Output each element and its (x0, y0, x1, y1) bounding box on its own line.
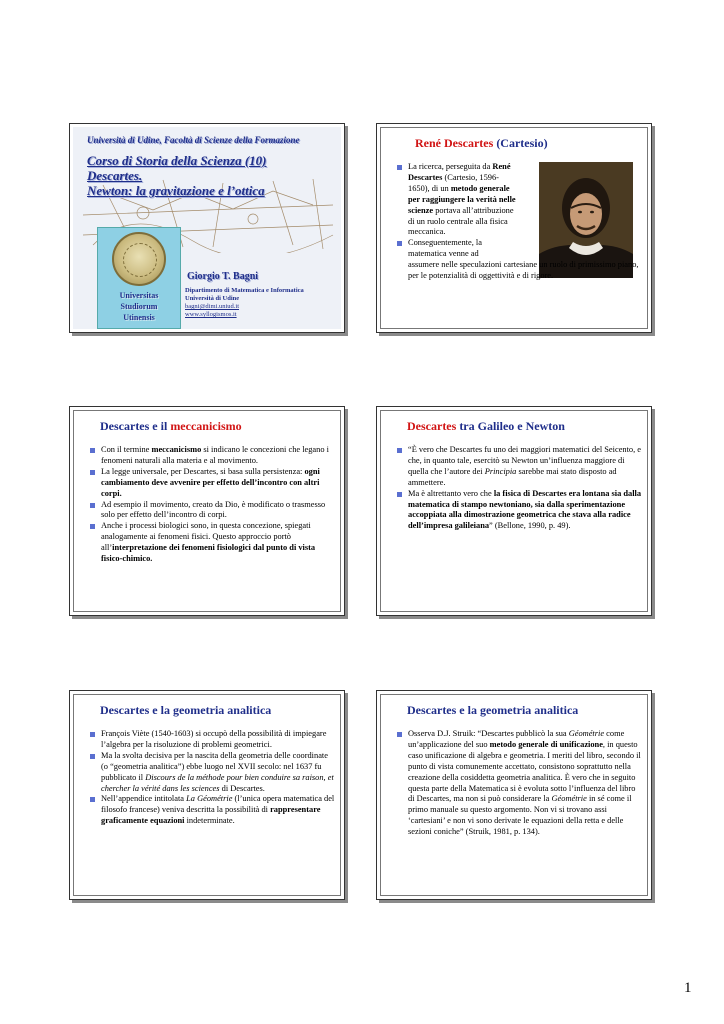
bold-text: metodo generale per raggiungere la verità nelle scienze (408, 183, 516, 215)
text: indeterminate. (184, 816, 235, 826)
bold-text: ogni cambiamento deve avvenire per effetto dell’incontro con altri corpi. (101, 466, 320, 498)
text: si indicano le concezioni che legano i fenomeni naturali alla materia e al movimento. (101, 445, 329, 465)
bold-text: René Descartes (408, 162, 511, 182)
slide-geometria-analitica-2 (376, 690, 652, 900)
list-item (397, 238, 643, 282)
bullet-list (397, 445, 643, 532)
bullet-icon (397, 241, 402, 246)
slide-galileo-newton (376, 406, 652, 616)
slide-title (407, 419, 565, 434)
italic-text: Géométrie (551, 794, 587, 804)
text: Ma è altrettanto vero che (408, 488, 494, 498)
seal-caption (98, 290, 180, 323)
bullet-icon (397, 448, 402, 453)
author-name: Giorgio T. Bagni (187, 271, 259, 282)
italic-text: La Géométrie (186, 794, 233, 804)
text: La legge universale, per Descartes, si basa sulla persistenza: (101, 466, 305, 476)
list-item (90, 467, 336, 500)
title-line: Descartes. (87, 168, 143, 183)
slide-title (69, 123, 345, 333)
slide-meccanicismo (69, 406, 345, 616)
university-header: Università di Udine, Facoltà di Scienze della Formazione (87, 135, 300, 145)
bullet-list (397, 162, 643, 282)
bullet-text (408, 238, 643, 280)
text: La ricerca, perseguita da (408, 162, 491, 171)
text: portava all’attribuzione di un ruolo centrale alla fisica meccanica. (408, 205, 514, 237)
text: (Cartesio, 1596-1650), di un (408, 172, 499, 193)
text: (l’unica opera matematica del filosofo francese) veniva descritta la possibilità di (101, 794, 335, 815)
title-line: Newton: la gravitazione e l’ottica (87, 183, 265, 198)
text: Osserva D.J. Struik: “Descartes pubblicò la sua (408, 729, 569, 738)
bullet-icon (90, 448, 95, 453)
seal-caption-line: Universitas (119, 291, 159, 300)
bold-text: la fisica di Descartes era lontana sia dalla matematica di stampo newtoniano, sia dalla sperimentazione accoppiata alla dimostrazione geometrica che stava alla radice dell’impresa galileiana (408, 488, 642, 531)
list-item (90, 794, 336, 827)
university-seal-box (97, 227, 181, 329)
text: “È vero che Descartes fu uno dei maggiori matematici del Seicento, e che, in quanto tale, esercitò su Newton un’influenza maggiore di quella che l’autore dei (408, 445, 642, 476)
text: di Descartes. (219, 783, 265, 793)
list-item (90, 500, 336, 522)
title-red-part: Descartes (407, 419, 457, 433)
text: ” (Bellone, 1990, p. 49). (489, 521, 571, 531)
author-affiliation (185, 287, 304, 319)
bold-text: meccanicismo (151, 445, 202, 454)
title-blue-part: tra Galileo e Newton (456, 419, 565, 433)
list-item (90, 751, 336, 795)
bold-text: interpretazione dei fenomeni fisiologici dal punto di vista fisico-chimico. (101, 543, 316, 564)
text: , in questo caso unificazione di algebra e geometria. I meriti del libro, secondo il punto di vista comunemente accettato, consistono soprattutto nella creazione della cosiddetta geometria analitica. È vero che in seguito questa parte della Matematica si è evoluta sotto l’influenza del libro di Descartes, ma non si può considerare la (408, 739, 641, 804)
bullet-text (408, 162, 518, 238)
bullet-list (90, 729, 336, 827)
italic-text: Discours de la méthode pour bien conduire sa raison, et chercher la vérité dans les sciences (101, 772, 334, 793)
cover-background (73, 127, 341, 329)
text: Nell’appendice intitolata (101, 794, 187, 804)
bullet-icon (90, 503, 95, 508)
title-red-part: meccanicismo (170, 419, 242, 433)
text: come un’applicazione del suo (408, 729, 625, 749)
seal-caption-line: Utinensis (123, 313, 155, 322)
slide-title: Descartes e la geometria analitica (407, 703, 579, 717)
bullet-icon (397, 732, 402, 737)
text: Ma la svolta decisiva per la nascita della geometria delle coordinate (o “geometria analitica”) ebbe luogo nel XVII secolo: nel 1637 fu pubblicato il (101, 750, 328, 782)
bold-text: rappresentare graficamente equazioni (101, 805, 321, 826)
text: Con il termine (101, 445, 152, 454)
bullet-icon (397, 492, 402, 497)
text: assumere nelle speculazioni cartesiane un ruolo di primissimo piano, per le potenzialità di oggettività e di rigore. (408, 260, 639, 281)
list-item (90, 445, 336, 467)
list-item (397, 489, 643, 533)
slide-title (100, 419, 242, 434)
bullet-list (397, 729, 643, 838)
slide-title (415, 136, 548, 151)
list-item (397, 162, 643, 238)
slide-title: Descartes e la geometria analitica (100, 703, 272, 717)
text: François Viète (1540-1603) si occupò della possibilità di impiegare l’algebra per la risoluzione di problemi geometrici. (101, 729, 327, 749)
bullet-icon (397, 165, 402, 170)
university-seal-icon (112, 232, 166, 286)
italic-text: Principia (484, 466, 517, 476)
title-blue-part: Descartes e il (100, 419, 171, 433)
email-link[interactable]: bagni@dimi.uniud.it (185, 303, 240, 310)
slide-rene-descartes (376, 123, 652, 333)
university-name: Università di Udine (185, 295, 240, 302)
bullet-icon (90, 797, 95, 802)
list-item (90, 521, 336, 565)
text: Conseguentemente, la matematica venne ad (408, 238, 482, 259)
department: Dipartimento di Matematica e Informatica (185, 287, 304, 294)
title-blue-part: (Cartesio) (493, 136, 548, 150)
bullet-icon (90, 524, 95, 529)
text: Anche i processi biologici sono, in questa concezione, spiegati analogamente ai fenomeni fisici. Questo approccio portò all’ (101, 521, 311, 553)
seal-caption-line: Studiorum (120, 302, 158, 311)
course-title (87, 153, 333, 198)
text: Ad esempio il movimento, creato da Dio, è modificato o trasmesso solo per effetto dell’incontro di corpi. (101, 499, 326, 520)
title-line: Corso di Storia della Scienza (10) (87, 153, 267, 168)
bullet-icon (90, 732, 95, 737)
list-item (397, 729, 643, 838)
list-item (90, 729, 336, 751)
page-number: 1 (684, 980, 692, 996)
title-red-part: René Descartes (415, 136, 494, 150)
list-item (397, 445, 643, 489)
bullet-list (90, 445, 336, 565)
slide-geometria-analitica-1 (69, 690, 345, 900)
bullet-icon (90, 754, 95, 759)
bullet-icon (90, 470, 95, 475)
text: in sé come il primo manuale su questo argomento. Non vi si trovano assi ‘cartesiani’ e non vi sono derivate le equazioni della retta e delle sezioni coniche” (Struik, 1981, p. 134). (408, 794, 632, 837)
bold-text: metodo generale di unificazione (489, 739, 603, 749)
italic-text: Géométrie (568, 729, 605, 738)
text: sarebbe mai stato disposto ad ammettere. (408, 466, 617, 487)
website-link[interactable]: www.syllogismos.it (185, 311, 237, 318)
